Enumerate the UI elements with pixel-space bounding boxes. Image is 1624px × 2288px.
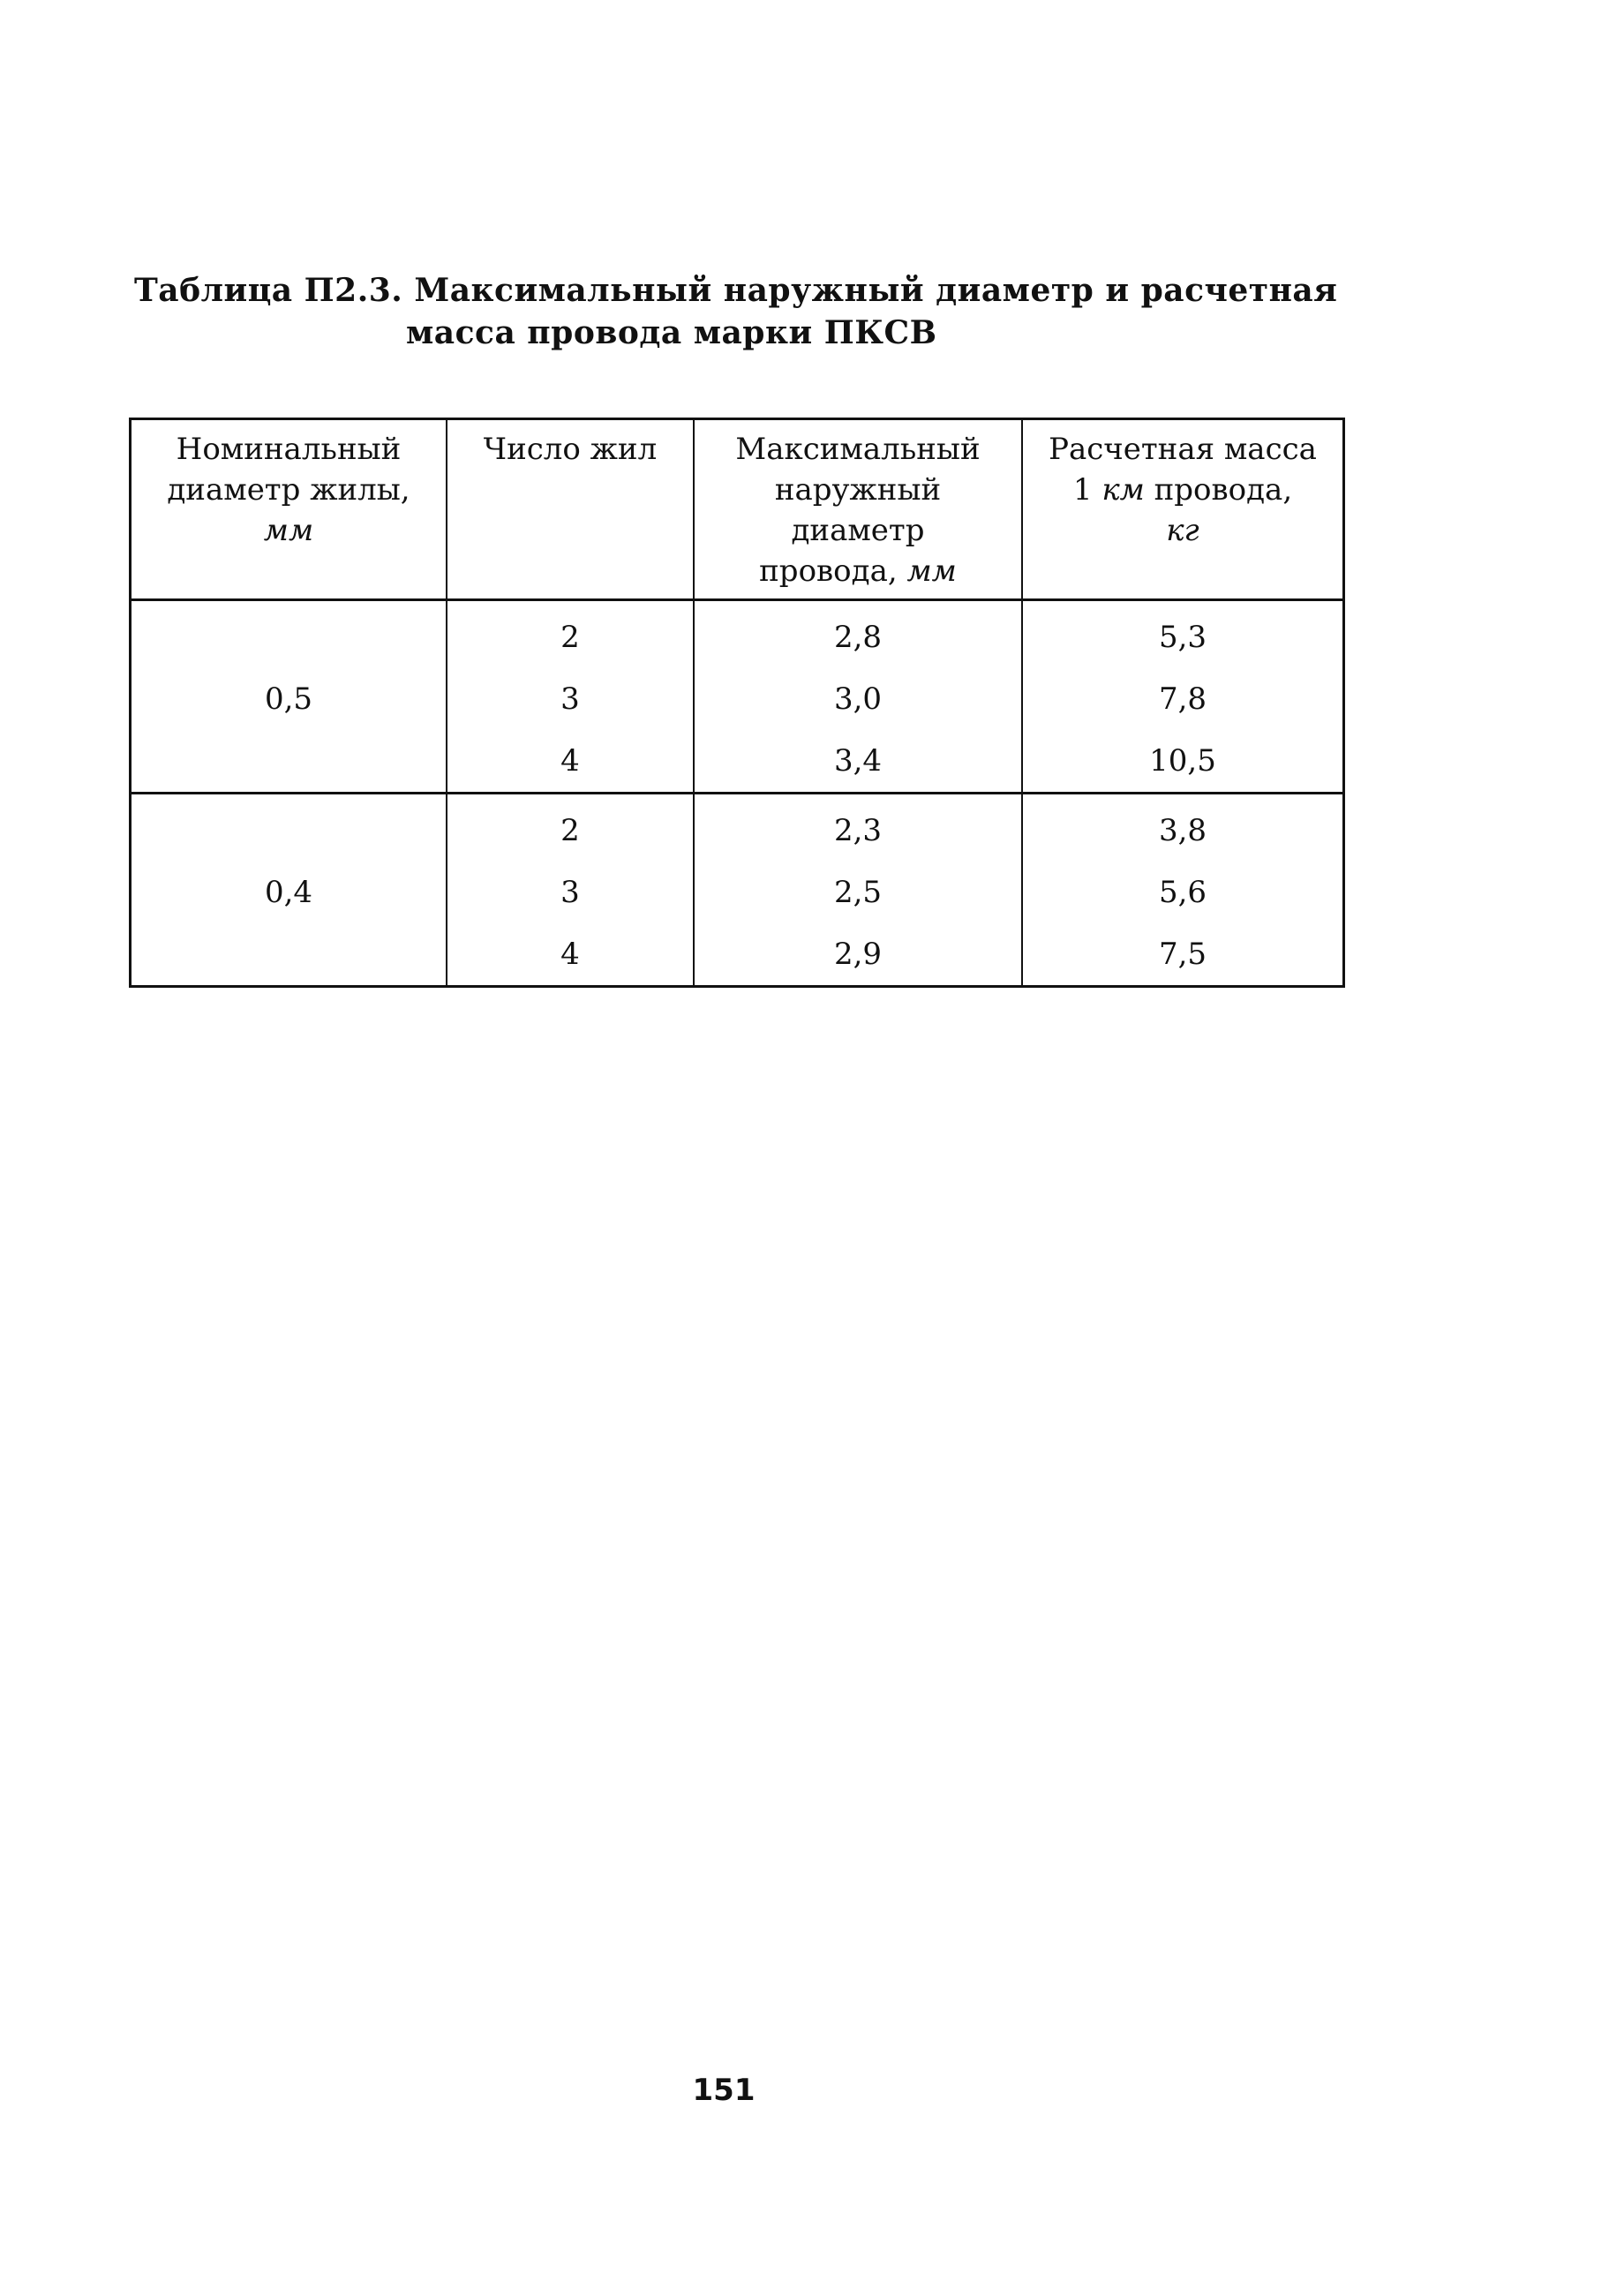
header-text: Максимальный <box>735 432 981 467</box>
cell-core-count: 2 <box>447 794 694 862</box>
table-header-row <box>131 419 1344 600</box>
header-max-outer-diameter <box>694 419 1022 600</box>
cell-core-count: 4 <box>447 923 694 987</box>
header-nominal-diameter <box>131 419 447 600</box>
table-caption <box>134 269 1370 354</box>
caption-line-1: Таблица П2.3. Максимальный наружный диаметр и расчетная <box>134 272 1338 309</box>
cell-core-count: 2 <box>447 600 694 669</box>
header-text <box>695 551 1021 591</box>
header-text: провода, <box>759 553 907 589</box>
cell-outer-diameter: 2,8 <box>694 600 1022 669</box>
caption-line-2: масса провода марки ПКСВ <box>406 314 937 351</box>
header-text: Номинальный <box>176 432 402 467</box>
header-text <box>1023 470 1342 510</box>
header-text: диаметр <box>791 513 925 548</box>
header-text: Число жил <box>483 432 658 467</box>
wire-spec-table <box>129 418 1345 988</box>
cell-mass: 5,3 <box>1022 600 1344 669</box>
header-core-count <box>447 419 694 600</box>
cell-outer-diameter: 2,3 <box>694 794 1022 862</box>
cell-mass: 7,8 <box>1022 668 1344 730</box>
cell-mass: 10,5 <box>1022 730 1344 794</box>
cell-outer-diameter: 3,4 <box>694 730 1022 794</box>
header-text: провода, <box>1144 472 1293 508</box>
header-design-mass <box>1022 419 1344 600</box>
header-text: диаметр жилы, <box>167 472 410 508</box>
header-unit: кг <box>1166 513 1199 548</box>
header-text: Расчетная масса <box>1049 432 1317 467</box>
header-text: 1 <box>1072 472 1102 508</box>
cell-core-count: 3 <box>447 862 694 923</box>
header-unit: мм <box>263 513 314 548</box>
cell-outer-diameter: 2,5 <box>694 862 1022 923</box>
cell-mass: 3,8 <box>1022 794 1344 862</box>
header-unit: мм <box>906 553 957 589</box>
cell-outer-diameter: 3,0 <box>694 668 1022 730</box>
cell-outer-diameter: 2,9 <box>694 923 1022 987</box>
cell-nominal-diameter: 0,4 <box>131 794 447 987</box>
page-number: 151 <box>692 2073 756 2108</box>
header-unit: км <box>1101 472 1145 508</box>
cell-core-count: 4 <box>447 730 694 794</box>
cell-mass: 7,5 <box>1022 923 1344 987</box>
table-row <box>131 600 1344 669</box>
cell-core-count: 3 <box>447 668 694 730</box>
table-row <box>131 794 1344 862</box>
cell-nominal-diameter: 0,5 <box>131 600 447 794</box>
cell-mass: 5,6 <box>1022 862 1344 923</box>
header-text: наружный <box>774 472 942 508</box>
